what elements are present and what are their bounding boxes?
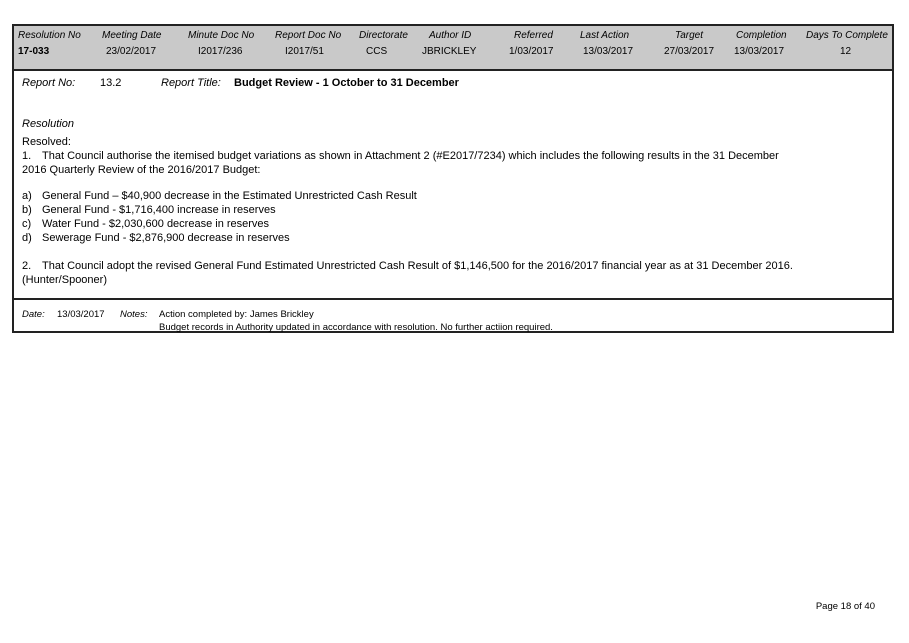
completion-label: Completion bbox=[736, 30, 787, 41]
referred-value: 1/03/2017 bbox=[509, 46, 554, 57]
report-doc-no-value: I2017/51 bbox=[285, 46, 324, 57]
author-id-value: JBRICKLEY bbox=[422, 46, 477, 57]
last-action-label: Last Action bbox=[580, 30, 630, 41]
sub-item-marker: d) bbox=[22, 232, 32, 244]
sub-item-a bbox=[22, 190, 417, 202]
directorate-label: Directorate bbox=[359, 30, 408, 41]
target-value: 27/03/2017 bbox=[664, 46, 715, 57]
footer-divider bbox=[14, 298, 892, 300]
report-doc-no-label: Report Doc No bbox=[275, 30, 342, 41]
report-title-value: Budget Review - 1 October to 31 December bbox=[234, 77, 459, 89]
sub-item-b bbox=[22, 204, 276, 216]
sub-item-c bbox=[22, 218, 269, 230]
resolution-item-2 bbox=[22, 259, 793, 287]
date-value: 13/03/2017 bbox=[57, 309, 105, 320]
resolution-item-2-text: That Council adopt the revised General Fund Estimated Unrestricted Cash Result of $1,146,500 for the 2016/2017 financial year as at 31 December 2016. bbox=[42, 260, 793, 272]
resolution-item-1-number: 1. bbox=[22, 150, 32, 162]
notes-line-2: Budget records in Authority updated in accordance with resolution. No further actiion required. bbox=[159, 322, 553, 333]
record-header bbox=[14, 26, 892, 71]
resolution-item-1-line-1 bbox=[22, 149, 779, 163]
referred-label: Referred bbox=[514, 30, 553, 41]
days-to-complete-label: Days To Complete bbox=[806, 30, 888, 41]
date-label: Date: bbox=[22, 309, 45, 320]
meeting-date-value: 23/02/2017 bbox=[106, 46, 157, 57]
days-to-complete-value: 12 bbox=[840, 46, 852, 57]
author-id-label: Author ID bbox=[429, 30, 472, 41]
sub-item-marker: a) bbox=[22, 190, 32, 202]
sub-item-marker: b) bbox=[22, 204, 32, 216]
resolution-no-value: 17-033 bbox=[18, 46, 50, 57]
minute-doc-no-label: Minute Doc No bbox=[188, 30, 255, 41]
notes-label: Notes: bbox=[120, 309, 148, 320]
directorate-value: CCS bbox=[366, 46, 388, 57]
report-no-label: Report No: bbox=[22, 77, 76, 89]
sub-item-text: Sewerage Fund - $2,876,900 decrease in reserves bbox=[42, 232, 290, 244]
page-number: Page 18 of 40 bbox=[815, 601, 875, 612]
resolution-item-2-line-1 bbox=[22, 259, 793, 273]
notes-line-1: Action completed by: James Brickley bbox=[159, 309, 314, 320]
meeting-date-label: Meeting Date bbox=[102, 30, 162, 41]
resolution-heading: Resolution bbox=[22, 118, 74, 130]
sub-item-text: General Fund – $40,900 decrease in the Estimated Unrestricted Cash Result bbox=[42, 190, 417, 202]
resolution-record bbox=[12, 24, 894, 333]
sub-item-d bbox=[22, 232, 290, 244]
target-label: Target bbox=[675, 30, 703, 41]
resolution-item-2-number: 2. bbox=[22, 260, 32, 272]
sub-item-text: Water Fund - $2,030,600 decrease in reserves bbox=[42, 218, 270, 230]
minute-doc-no-value: I2017/236 bbox=[198, 46, 243, 57]
resolution-item-1-text: That Council authorise the itemised budget variations as shown in Attachment 2 (#E2017/7234) which includes the following results in the 31 December bbox=[42, 150, 779, 162]
resolution-item-1-line-2: 2016 Quarterly Review of the 2016/2017 Budget: bbox=[22, 164, 261, 176]
completion-value: 13/03/2017 bbox=[734, 46, 785, 57]
resolution-item-1 bbox=[22, 135, 779, 177]
mover-seconder: (Hunter/Spooner) bbox=[22, 274, 107, 286]
report-title-label: Report Title: bbox=[161, 77, 221, 89]
report-no-value: 13.2 bbox=[100, 77, 122, 89]
resolution-no-label: Resolution No bbox=[18, 30, 81, 41]
sub-item-text: General Fund - $1,716,400 increase in reserves bbox=[42, 204, 276, 216]
sub-item-marker: c) bbox=[22, 218, 32, 230]
last-action-value: 13/03/2017 bbox=[583, 46, 634, 57]
resolution-intro: Resolved: bbox=[22, 136, 71, 148]
